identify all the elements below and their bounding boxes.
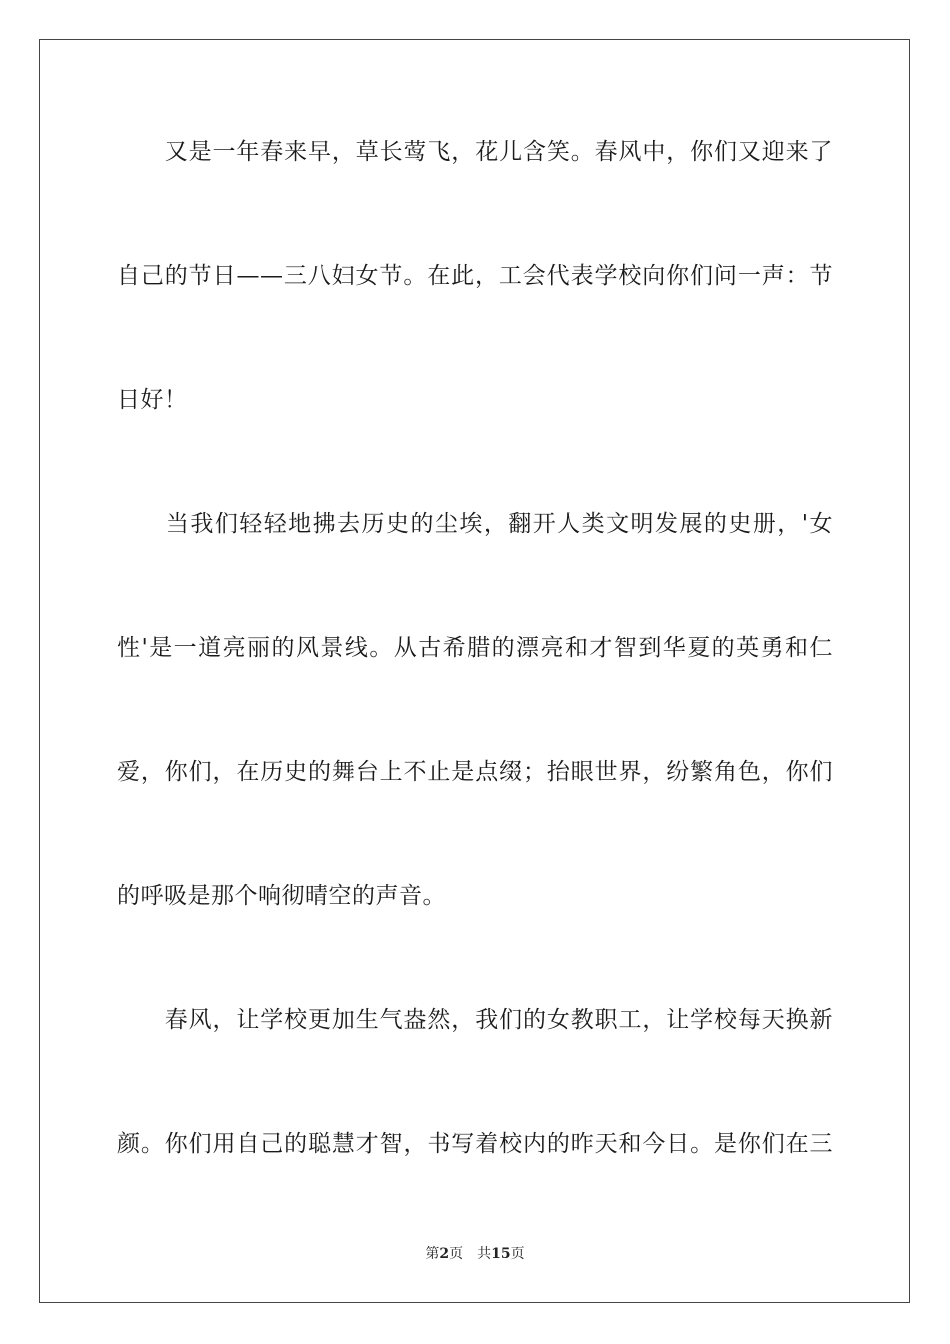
total-pages: 15: [491, 1246, 511, 1262]
text-line-2: 自己的节日——三八妇女节。在此，工会代表学校向你们问一声：节: [117, 263, 833, 289]
text-line-9: 颜。你们用自己的聪慧才智，书写着校内的昨天和今日。是你们在三: [117, 1131, 833, 1157]
text-line-5: 性'是一道亮丽的风景线。从古希腊的漂亮和才智到华夏的英勇和仁: [117, 635, 833, 661]
page-number: 2: [439, 1246, 450, 1262]
text-line-6: 爱，你们，在历史的舞台上不止是点缀；抬眼世界，纷繁角色，你们: [117, 759, 833, 785]
text-line-8: 春风，让学校更加生气盎然，我们的女教职工，让学校每天换新: [117, 1007, 833, 1033]
text-line-3: 日好！: [117, 387, 188, 413]
page-footer: [0, 1245, 950, 1263]
page-prefix: 第: [425, 1246, 440, 1262]
text-line-1: 又是一年春来早，草长莺飞，花儿含笑。春风中，你们又迎来了: [117, 139, 833, 165]
page-border: [39, 39, 910, 1303]
page-suffix: 页: [449, 1246, 464, 1262]
text-line-7: 的呼吸是那个响彻晴空的声音。: [117, 883, 446, 909]
total-suffix: 页: [510, 1246, 525, 1262]
text-line-4: 当我们轻轻地拂去历史的尘埃，翻开人类文明发展的史册，'女: [117, 511, 833, 537]
total-prefix: 共: [477, 1246, 492, 1262]
